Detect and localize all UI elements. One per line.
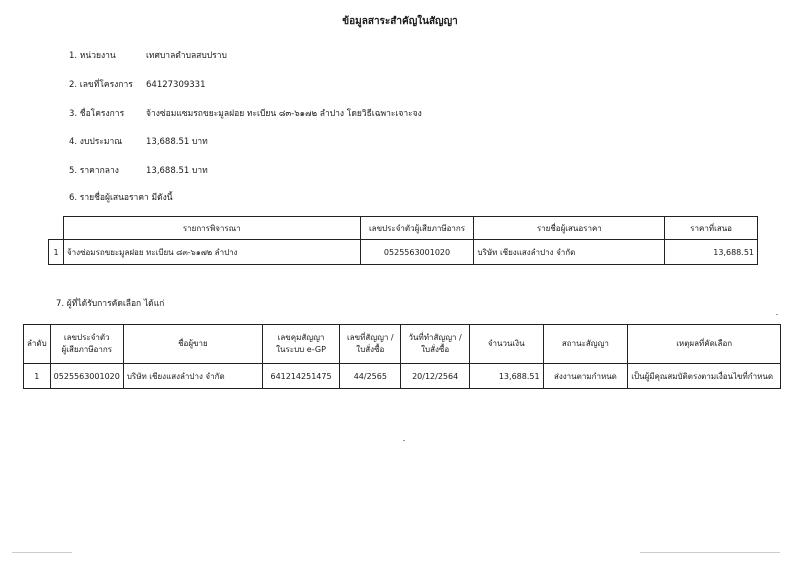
table-header: รายการพิจารณา [63,217,360,240]
header-line: เลขประจำตัว [63,333,110,342]
field-value: 13,688.51 บาท [146,166,208,176]
field-value: จ้างซ่อมแซมรถขยะมูลฝอย ทะเบียน ๘๓-๖๑๗๒ ลำปาง โดยวิธีเฉพาะเจาะจง [146,109,422,119]
table-header-row [24,325,781,364]
field-project-number [69,77,206,91]
header-line: ผู้เสียภาษีอากร [61,345,112,354]
field-value: เทศบาลตำบลสบปราบ [146,51,227,61]
table-header [262,325,339,364]
table-cell: 0525563001020 [50,364,123,389]
header-line: วันที่ทำสัญญา / [408,333,462,342]
selected-vendor-table [23,324,781,389]
table-cell: 13,688.51 [469,364,543,389]
table-cell: 0525563001020 [360,240,474,265]
field-value: 13,688.51 บาท [146,137,208,147]
header-line: ในระบบ e-GP [276,345,326,354]
header-line: ใบสั่งซื้อ [421,345,450,354]
header-line: ใบสั่งซื้อ [356,345,385,354]
table-header: ลำดับ [24,325,51,364]
table-cell: บริษัท เชียงแสงลำปาง จำกัด [474,240,665,265]
scan-edge-mark [12,552,72,553]
field-budget [69,134,208,148]
table-cell: 1 [24,364,51,389]
field-label: 4. งบประมาณ [69,137,123,147]
table-cell: 641214251475 [262,364,339,389]
scan-speck [403,440,405,441]
page-title: ข้อมูลสาระสำคัญในสัญญา [342,16,458,27]
table-header: ชื่อผู้ขาย [123,325,262,364]
table-cell: ส่งงานตามกำหนด [543,364,628,389]
field-label: 1. หน่วยงาน [69,51,116,61]
bidders-table [48,216,758,265]
table-cell: เป็นผู้มีคุณสมบัติตรงตามเงื่อนไขที่กำหนด [628,364,781,389]
section-bidders-title: 6. รายชื่อผู้เสนอราคา มีดังนี้ [69,193,173,203]
table-header-blank [49,217,64,240]
field-label: 5. ราคากลาง [69,166,119,176]
table-cell: 20/12/2564 [401,364,469,389]
table-header [50,325,123,364]
table-cell: 13,688.51 [665,240,758,265]
table-cell: 1 [49,240,64,265]
table-row [49,240,758,265]
field-project-name [69,106,422,120]
table-header: สถานะสัญญา [543,325,628,364]
table-row [24,364,781,389]
table-header: เหตุผลที่คัดเลือก [628,325,781,364]
table-header [340,325,401,364]
field-label: 3. ชื่อโครงการ [69,109,125,119]
field-median-price [69,163,208,177]
table-cell: บริษัท เชียงแสงลำปาง จำกัด [123,364,262,389]
table-header: ราคาที่เสนอ [665,217,758,240]
section-selected-title: 7. ผู้ที่ได้รับการคัดเลือก ได้แก่ [56,299,165,309]
table-header: จำนวนเงิน [469,325,543,364]
field-label: 2. เลขที่โครงการ [69,80,133,90]
field-value: 64127309331 [146,80,206,90]
header-line: เลขที่สัญญา / [346,333,394,342]
table-header: เลขประจำตัวผู้เสียภาษีอากร [360,217,474,240]
field-agency [69,48,227,62]
table-cell: 44/2565 [340,364,401,389]
table-cell: จ้างซ่อมรถขยะมูลฝอย ทะเบียน ๘๓-๖๑๗๒ ลำปาง [63,240,360,265]
scan-speck [776,314,778,315]
table-header-row [49,217,758,240]
header-line: เลขคุมสัญญา [277,333,325,342]
table-header [401,325,469,364]
table-header: รายชื่อผู้เสนอราคา [474,217,665,240]
scan-edge-mark [640,552,780,553]
